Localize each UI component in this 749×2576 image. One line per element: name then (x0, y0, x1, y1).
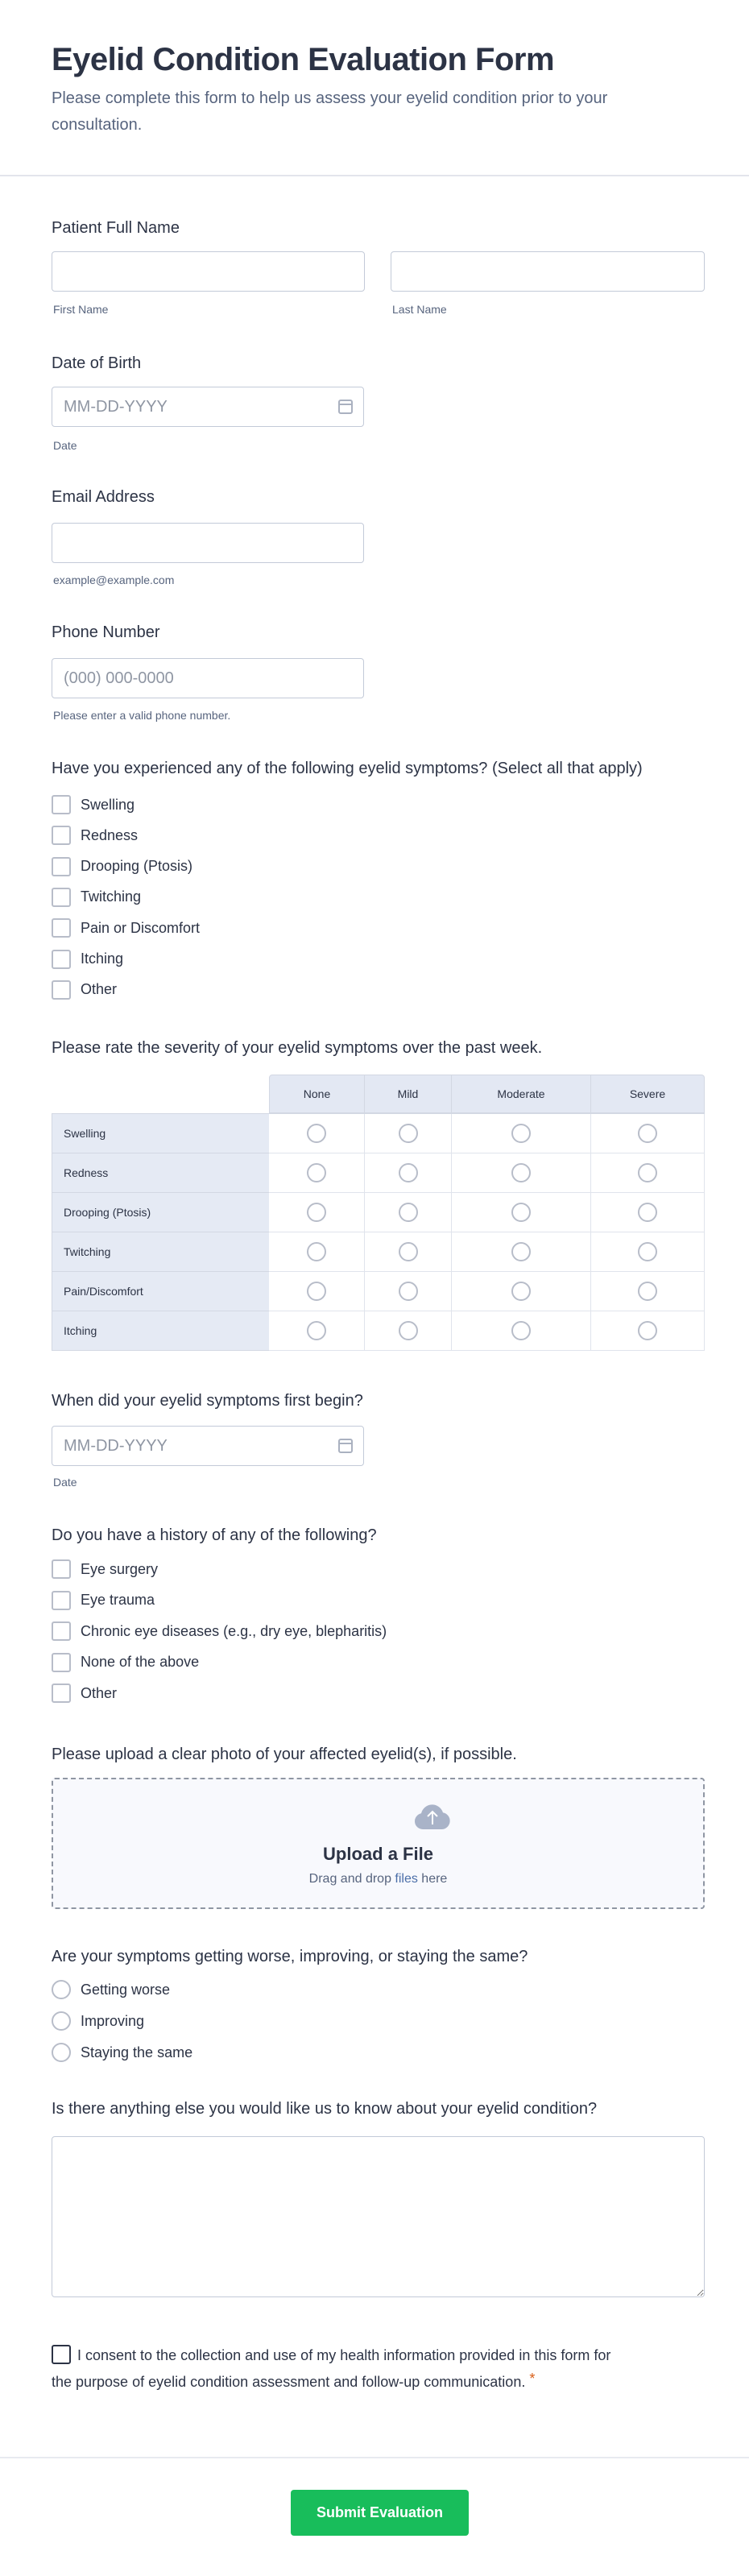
calendar-icon[interactable] (338, 1439, 353, 1453)
checkbox[interactable] (52, 1653, 71, 1672)
option-label: Other (81, 1684, 118, 1701)
matrix-cell (452, 1232, 591, 1272)
matrix-column-header: Mild (365, 1075, 452, 1114)
matrix-cell (365, 1114, 452, 1153)
checkbox[interactable] (52, 980, 71, 1000)
option-label: Other (81, 981, 118, 998)
matrix-corner (52, 1075, 269, 1114)
option-label: Drooping (Ptosis) (81, 858, 193, 875)
matrix-column-header: None (269, 1075, 365, 1114)
symptom-option[interactable] (52, 980, 117, 1000)
matrix-radio-button[interactable] (399, 1203, 418, 1222)
symptoms-question: Have you experienced any of the following eyelid symptoms? (Select all that apply) (52, 760, 643, 777)
radio-button[interactable] (52, 1980, 71, 1999)
trend-option[interactable] (52, 1980, 170, 1999)
matrix-row-label: Twitching (52, 1232, 269, 1272)
onset-question: When did your eyelid symptoms first begin? (52, 1392, 363, 1410)
matrix-radio-button[interactable] (638, 1163, 657, 1182)
severity-matrix (52, 1075, 705, 1351)
checkbox[interactable] (52, 950, 71, 969)
option-label: Pain or Discomfort (81, 919, 201, 936)
checkbox[interactable] (52, 795, 71, 814)
email-sublabel: example@example.com (53, 574, 175, 586)
calendar-icon[interactable] (338, 400, 353, 414)
matrix-radio-button[interactable] (511, 1124, 531, 1143)
history-option[interactable] (52, 1621, 387, 1641)
matrix-radio-button[interactable] (307, 1203, 326, 1222)
checkbox[interactable] (52, 1591, 71, 1610)
checkbox[interactable] (52, 1684, 71, 1703)
matrix-cell (452, 1193, 591, 1232)
matrix-radio-button[interactable] (307, 1242, 326, 1261)
upload-question: Please upload a clear photo of your affected eyelid(s), if possible. (52, 1746, 517, 1763)
option-label: Redness (81, 826, 139, 843)
symptom-option[interactable] (52, 918, 200, 938)
symptom-option[interactable] (52, 950, 123, 969)
upload-hint (53, 1872, 703, 1886)
symptom-option[interactable] (52, 826, 138, 845)
page-title: Eyelid Condition Evaluation Form (52, 42, 555, 77)
matrix-row-label: Pain/Discomfort (52, 1272, 269, 1311)
notes-question: Is there anything else you would like us to know about your eyelid condition? (52, 2100, 598, 2118)
matrix-cell (452, 1153, 591, 1193)
matrix-radio-button[interactable] (307, 1321, 326, 1340)
option-label: Getting worse (81, 1981, 171, 1998)
history-option[interactable] (52, 1591, 155, 1610)
matrix-radio-button[interactable] (638, 1242, 657, 1261)
option-label: Itching (81, 950, 124, 967)
matrix-radio-button[interactable] (399, 1321, 418, 1340)
email-label: Email Address (52, 488, 155, 506)
matrix-row-label: Swelling (52, 1114, 269, 1153)
email-input[interactable] (52, 523, 364, 563)
matrix-cell (269, 1193, 365, 1232)
matrix-radio-button[interactable] (638, 1203, 657, 1222)
matrix-radio-button[interactable] (511, 1163, 531, 1182)
checkbox[interactable] (52, 826, 71, 845)
checkbox[interactable] (52, 918, 71, 938)
matrix-radio-button[interactable] (399, 1242, 418, 1261)
matrix-row-label: Drooping (Ptosis) (52, 1193, 269, 1232)
upload-title: Upload a File (323, 1844, 433, 1864)
matrix-cell (591, 1272, 705, 1311)
matrix-cell (591, 1311, 705, 1351)
symptom-option[interactable] (52, 857, 192, 876)
history-question: Do you have a history of any of the following? (52, 1526, 377, 1544)
matrix-cell (365, 1311, 452, 1351)
matrix-row (52, 1311, 705, 1351)
upload-hint-suffix: here (417, 1872, 448, 1886)
symptom-option[interactable] (52, 888, 141, 907)
full-name-label: Patient Full Name (52, 219, 180, 237)
matrix-cell (269, 1311, 365, 1351)
matrix-radio-button[interactable] (307, 1124, 326, 1143)
matrix-radio-button[interactable] (511, 1321, 531, 1340)
dob-label: Date of Birth (52, 354, 142, 372)
history-option[interactable] (52, 1559, 158, 1579)
option-label: Swelling (81, 796, 135, 813)
matrix-row (52, 1232, 705, 1272)
phone-input[interactable] (52, 658, 364, 698)
matrix-row (52, 1193, 705, 1232)
first-name-input[interactable] (52, 251, 365, 292)
footer-divider (0, 2457, 749, 2458)
first-name-sublabel: First Name (53, 303, 109, 316)
radio-button[interactable] (52, 2011, 71, 2031)
option-label: Eye trauma (81, 1592, 155, 1608)
matrix-radio-button[interactable] (511, 1282, 531, 1301)
matrix-cell (452, 1311, 591, 1351)
option-label: Eye surgery (81, 1560, 159, 1577)
matrix-radio-button[interactable] (307, 1282, 326, 1301)
checkbox[interactable] (52, 1559, 71, 1579)
matrix-radio-button[interactable] (511, 1203, 531, 1222)
matrix-radio-button[interactable] (399, 1163, 418, 1182)
upload-hint-prefix: Drag and drop (308, 1872, 395, 1886)
matrix-cell (365, 1272, 452, 1311)
dob-input[interactable] (52, 387, 364, 427)
last-name-input[interactable] (391, 251, 705, 292)
matrix-cell (365, 1153, 452, 1193)
matrix-row (52, 1114, 705, 1153)
phone-sublabel: Please enter a valid phone number. (53, 709, 231, 722)
matrix-cell (365, 1232, 452, 1272)
option-label: Improving (81, 2012, 145, 2029)
option-label: Staying the same (81, 2044, 193, 2060)
matrix-row-label: Itching (52, 1311, 269, 1351)
matrix-radio-button[interactable] (399, 1282, 418, 1301)
radio-button[interactable] (52, 2043, 71, 2062)
submit-button[interactable]: Submit Evaluation (291, 2490, 469, 2536)
checkbox[interactable] (52, 888, 71, 907)
history-option[interactable] (52, 1684, 117, 1703)
matrix-cell (591, 1232, 705, 1272)
trend-question: Are your symptoms getting worse, improving, or staying the same? (52, 1948, 528, 1965)
file-upload-dropzone[interactable] (52, 1778, 705, 1909)
phone-label: Phone Number (52, 623, 160, 641)
symptom-option[interactable] (52, 795, 134, 814)
consent-checkbox[interactable] (52, 2345, 71, 2364)
matrix-radio-button[interactable] (399, 1124, 418, 1143)
matrix-radio-button[interactable] (638, 1124, 657, 1143)
option-label: Twitching (81, 888, 142, 905)
matrix-radio-button[interactable] (511, 1242, 531, 1261)
option-label: Chronic eye diseases (e.g., dry eye, blepharitis) (81, 1622, 387, 1639)
matrix-cell (452, 1114, 591, 1153)
matrix-row-label: Redness (52, 1153, 269, 1193)
matrix-cell (591, 1114, 705, 1153)
notes-textarea[interactable] (52, 2136, 705, 2297)
severity-question: Please rate the severity of your eyelid symptoms over the past week. (52, 1039, 543, 1057)
option-label: None of the above (81, 1654, 200, 1670)
onset-sublabel: Date (53, 1476, 77, 1489)
matrix-cell (591, 1193, 705, 1232)
matrix-cell (269, 1114, 365, 1153)
consent-field (52, 2344, 631, 2394)
checkbox[interactable] (52, 1621, 71, 1641)
form-header (0, 0, 749, 176)
matrix-cell (269, 1153, 365, 1193)
matrix-cell (269, 1232, 365, 1272)
matrix-row (52, 1153, 705, 1193)
matrix-radio-button[interactable] (638, 1321, 657, 1340)
required-asterisk: * (529, 2371, 536, 2387)
page-subtitle: Please complete this form to help us assess your eyelid condition prior to your consultation. (52, 89, 608, 134)
matrix-cell (269, 1272, 365, 1311)
matrix-cell (452, 1272, 591, 1311)
trend-option[interactable] (52, 2043, 192, 2062)
matrix-radio-button[interactable] (307, 1163, 326, 1182)
matrix-column-header: Moderate (452, 1075, 591, 1114)
last-name-sublabel: Last Name (392, 303, 447, 316)
upload-browse-link[interactable]: files (395, 1872, 418, 1886)
dob-sublabel: Date (53, 439, 77, 452)
matrix-cell (591, 1153, 705, 1193)
matrix-cell (365, 1193, 452, 1232)
matrix-row (52, 1272, 705, 1311)
matrix-column-header: Severe (591, 1075, 705, 1114)
consent-text: I consent to the collection and use of my health information provided in this form for the purpose of eyelid condition assessment and follow-up communication. (52, 2347, 611, 2390)
checkbox[interactable] (52, 857, 71, 876)
cloud-upload-icon (413, 1802, 452, 1831)
trend-option[interactable] (52, 2011, 144, 2031)
history-option[interactable] (52, 1653, 199, 1672)
matrix-radio-button[interactable] (638, 1282, 657, 1301)
onset-date-input[interactable] (52, 1426, 364, 1466)
